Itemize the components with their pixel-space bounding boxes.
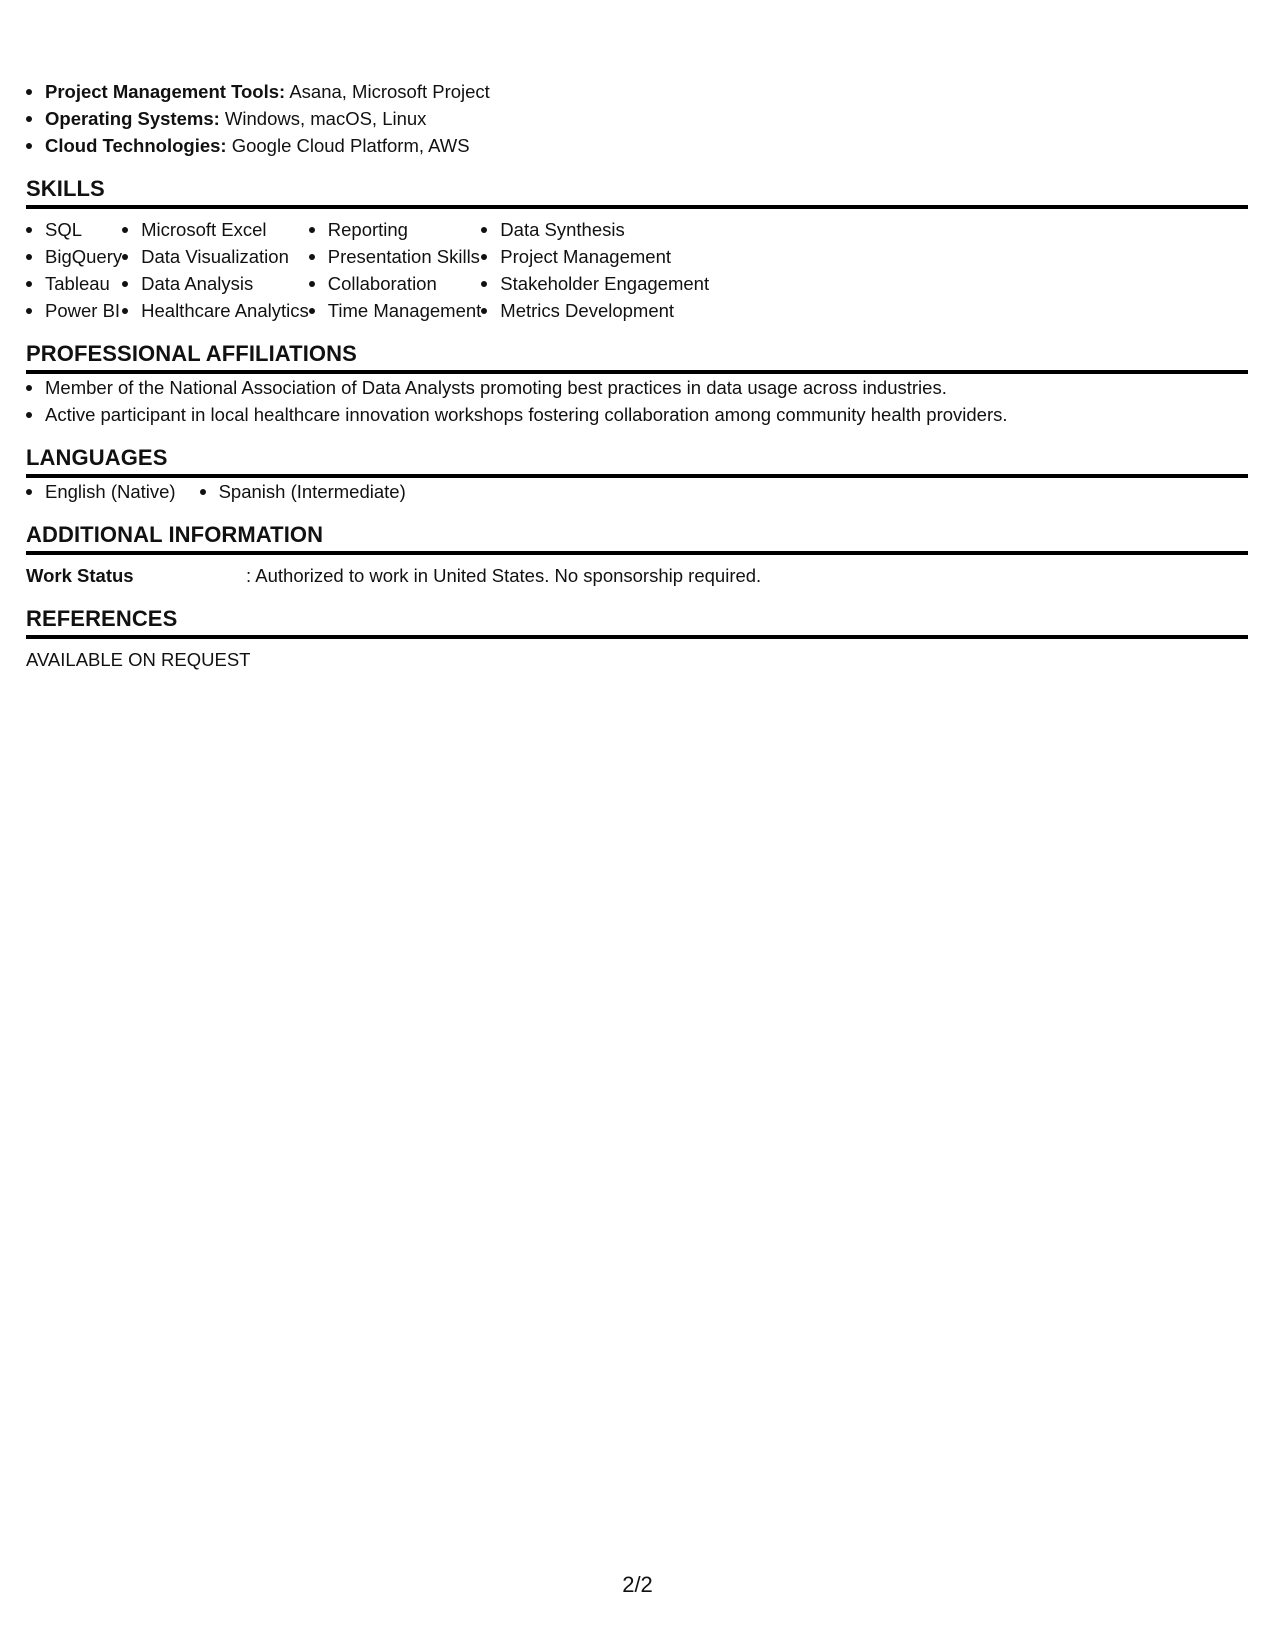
resume-page — [26, 78, 1248, 673]
affiliation-item: Member of the National Association of Data Analysts promoting best practices in data usage across industries. — [26, 374, 1248, 401]
work-status-label: Work Status — [26, 565, 134, 586]
references-text: AVAILABLE ON REQUEST — [26, 649, 251, 670]
skill-item: Stakeholder Engagement — [481, 270, 709, 297]
skill-item: BigQuery — [26, 243, 122, 270]
affiliations-list — [26, 374, 1248, 428]
skills-column-1 — [26, 216, 122, 324]
affiliation-item: Active participant in local healthcare innovation workshops fostering collaboration among community health providers. — [26, 401, 1248, 428]
skill-item: Reporting — [309, 216, 482, 243]
language-item: Spanish (Intermediate) — [200, 478, 406, 505]
tools-item-label: Operating Systems: — [45, 108, 220, 129]
languages-heading: LANGUAGES — [26, 444, 1248, 478]
skill-item: Time Management — [309, 297, 482, 324]
skill-item: Power BI — [26, 297, 122, 324]
affiliations-heading: PROFESSIONAL AFFILIATIONS — [26, 340, 1248, 374]
skill-item: Presentation Skills — [309, 243, 482, 270]
additional-info-heading: ADDITIONAL INFORMATION — [26, 521, 1248, 555]
languages-list — [26, 478, 1248, 505]
skills-grid — [26, 216, 1248, 324]
skill-item: Collaboration — [309, 270, 482, 297]
skill-item: Tableau — [26, 270, 122, 297]
skills-column-4 — [481, 216, 709, 324]
page-number: 2/2 — [622, 1572, 653, 1597]
language-item: English (Native) — [26, 478, 176, 505]
skill-item: Data Synthesis — [481, 216, 709, 243]
tools-item-label: Project Management Tools: — [45, 81, 286, 102]
skill-item: Healthcare Analytics — [122, 297, 309, 324]
skill-item: Metrics Development — [481, 297, 709, 324]
skill-item: Microsoft Excel — [122, 216, 309, 243]
skills-column-3 — [309, 216, 482, 324]
skill-item: Project Management — [481, 243, 709, 270]
tools-item-os — [26, 105, 1248, 132]
work-status-row — [26, 562, 1248, 589]
tools-item-cloud — [26, 132, 1248, 159]
tools-item-value: Windows, macOS, Linux — [219, 108, 427, 129]
tools-item-label: Cloud Technologies: — [45, 135, 227, 156]
work-status-value: : Authorized to work in United States. No sponsorship required. — [246, 565, 762, 586]
tools-item-value: Asana, Microsoft Project — [285, 81, 490, 102]
skills-column-2 — [122, 216, 309, 324]
tools-item-pm — [26, 78, 1248, 105]
skill-item: Data Visualization — [122, 243, 309, 270]
skill-item: SQL — [26, 216, 122, 243]
skills-heading: SKILLS — [26, 175, 1248, 209]
tools-list — [26, 78, 1248, 159]
skill-item: Data Analysis — [122, 270, 309, 297]
references-heading: REFERENCES — [26, 605, 1248, 639]
tools-item-value: Google Cloud Platform, AWS — [226, 135, 470, 156]
